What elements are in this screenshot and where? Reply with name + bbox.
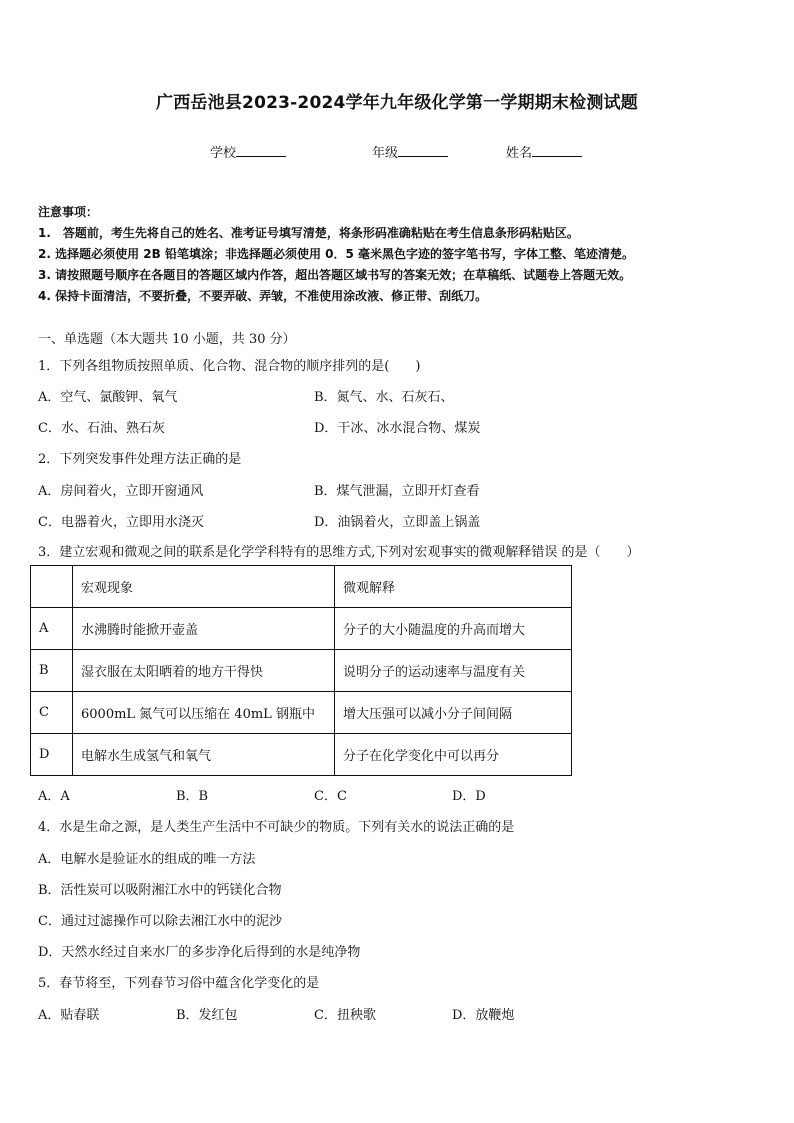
- table-cell: 水沸腾时能掀开壶盖: [73, 608, 335, 650]
- name-field: [506, 142, 582, 161]
- notice-item-2: 2. 选择题必须使用 2B 铅笔填涂；非选择题必须使用 0．5 毫米黑色字迹的签字笔书写，字体工整、笔迹清楚。: [38, 247, 634, 261]
- question-5-option-a[interactable]: A．贴春联: [38, 1008, 100, 1023]
- notice-item-4: 4. 保持卡面清洁，不要折叠，不要弄破、弄皱，不准使用涂改液、修正带、刮纸刀。: [38, 289, 488, 303]
- table-cell: 6000mL 氮气可以压缩在 40mL 钢瓶中: [73, 692, 335, 734]
- table-cell: D: [31, 734, 73, 776]
- grade-blank[interactable]: [398, 143, 448, 157]
- school-label: 学校: [210, 146, 237, 161]
- table-cell: 湿衣服在太阳晒着的地方干得快: [73, 650, 335, 692]
- question-1-stem: 1．下列各组物质按照单质、化合物、混合物的顺序排列的是( ): [38, 359, 421, 374]
- grade-field: [372, 142, 448, 161]
- notice-heading: 注意事项：: [38, 205, 99, 219]
- school-field: [210, 142, 286, 161]
- table-cell: B: [31, 650, 73, 692]
- table-row: [31, 734, 572, 776]
- table-row: [31, 608, 572, 650]
- question-1-option-d[interactable]: D．干冰、冰水混合物、煤炭: [314, 421, 481, 436]
- table-row: [31, 692, 572, 734]
- table-cell: A: [31, 608, 73, 650]
- school-blank[interactable]: [236, 143, 286, 157]
- table-cell: C: [31, 692, 73, 734]
- question-2-stem: 2．下列突发事件处理方法正确的是: [38, 452, 242, 467]
- notice-item-1: 1. 答题前，考生先将自己的姓名、准考证号填写清楚，将条形码准确粘贴在考生信息条形码粘贴区。: [38, 226, 579, 240]
- grade-label: 年级: [372, 146, 399, 161]
- table-cell: 分子的大小随温度的升高而增大: [335, 608, 572, 650]
- question-4-option-d[interactable]: D．天然水经过自来水厂的多步净化后得到的水是纯净物: [38, 945, 361, 960]
- question-3-option-d[interactable]: D．D: [452, 789, 486, 804]
- table-cell: 电解水生成氢气和氧气: [73, 734, 335, 776]
- table-header-cell: [31, 566, 73, 608]
- question-2-option-b[interactable]: B．煤气泄漏，立即开灯查看: [314, 484, 480, 499]
- section-heading: 一、单选题（本大题共 10 小题，共 30 分）: [38, 332, 296, 347]
- question-5-stem: 5．春节将至，下列春节习俗中蕴含化学变化的是: [38, 976, 320, 991]
- question-5-option-c[interactable]: C．扭秧歌: [314, 1008, 376, 1023]
- table-header-row: [31, 566, 572, 608]
- question-2-option-a[interactable]: A．房间着火，立即开窗通风: [38, 484, 204, 499]
- question-4-stem: 4．水是生命之源，是人类生产生活中不可缺少的物质。下列有关水的说法正确的是: [38, 820, 515, 835]
- question-2-option-c[interactable]: C．电器着火，立即用水浇灭: [38, 515, 204, 530]
- name-label: 姓名: [506, 146, 533, 161]
- table-cell: 分子在化学变化中可以再分: [335, 734, 572, 776]
- question-4-option-a[interactable]: A．电解水是验证水的组成的唯一方法: [38, 852, 256, 867]
- name-blank[interactable]: [532, 143, 582, 157]
- table-cell: 增大压强可以减小分子间间隔: [335, 692, 572, 734]
- question-4-option-b[interactable]: B．活性炭可以吸附湘江水中的钙镁化合物: [38, 883, 282, 898]
- question-4-option-c[interactable]: C．通过过滤操作可以除去湘江水中的泥沙: [38, 914, 282, 929]
- notice-item-3: 3. 请按照题号顺序在各题目的答题区域内作答，超出答题区域书写的答案无效；在草稿纸、试题卷上答题无效。: [38, 268, 632, 282]
- table-header-cell: 宏观现象: [73, 566, 335, 608]
- table-cell: 说明分子的运动速率与温度有关: [335, 650, 572, 692]
- question-3-option-b[interactable]: B．B: [176, 789, 209, 804]
- question-2-option-d[interactable]: D．油锅着火，立即盖上锅盖: [314, 515, 481, 530]
- question-3-stem: 3．建立宏观和微观之间的联系是化学学科特有的思维方式,下列对宏观事实的微观解释错误 的是（ ）: [38, 545, 640, 560]
- question-3-option-c[interactable]: C．C: [314, 789, 347, 804]
- question-3-table: [30, 565, 572, 776]
- table-header-cell: 微观解释: [335, 566, 572, 608]
- table-row: [31, 650, 572, 692]
- question-1-option-b[interactable]: B．氮气、水、石灰石、: [314, 390, 454, 405]
- page-title: 广西岳池县2023-2024学年九年级化学第一学期期末检测试题: [156, 93, 638, 113]
- question-3-option-a[interactable]: A．A: [38, 789, 70, 804]
- question-5-option-b[interactable]: B．发红包: [176, 1008, 238, 1023]
- question-5-option-d[interactable]: D．放鞭炮: [452, 1008, 515, 1023]
- question-1-option-a[interactable]: A．空气、氯酸钾、氧气: [38, 390, 178, 405]
- question-1-option-c[interactable]: C．水、石油、熟石灰: [38, 421, 165, 436]
